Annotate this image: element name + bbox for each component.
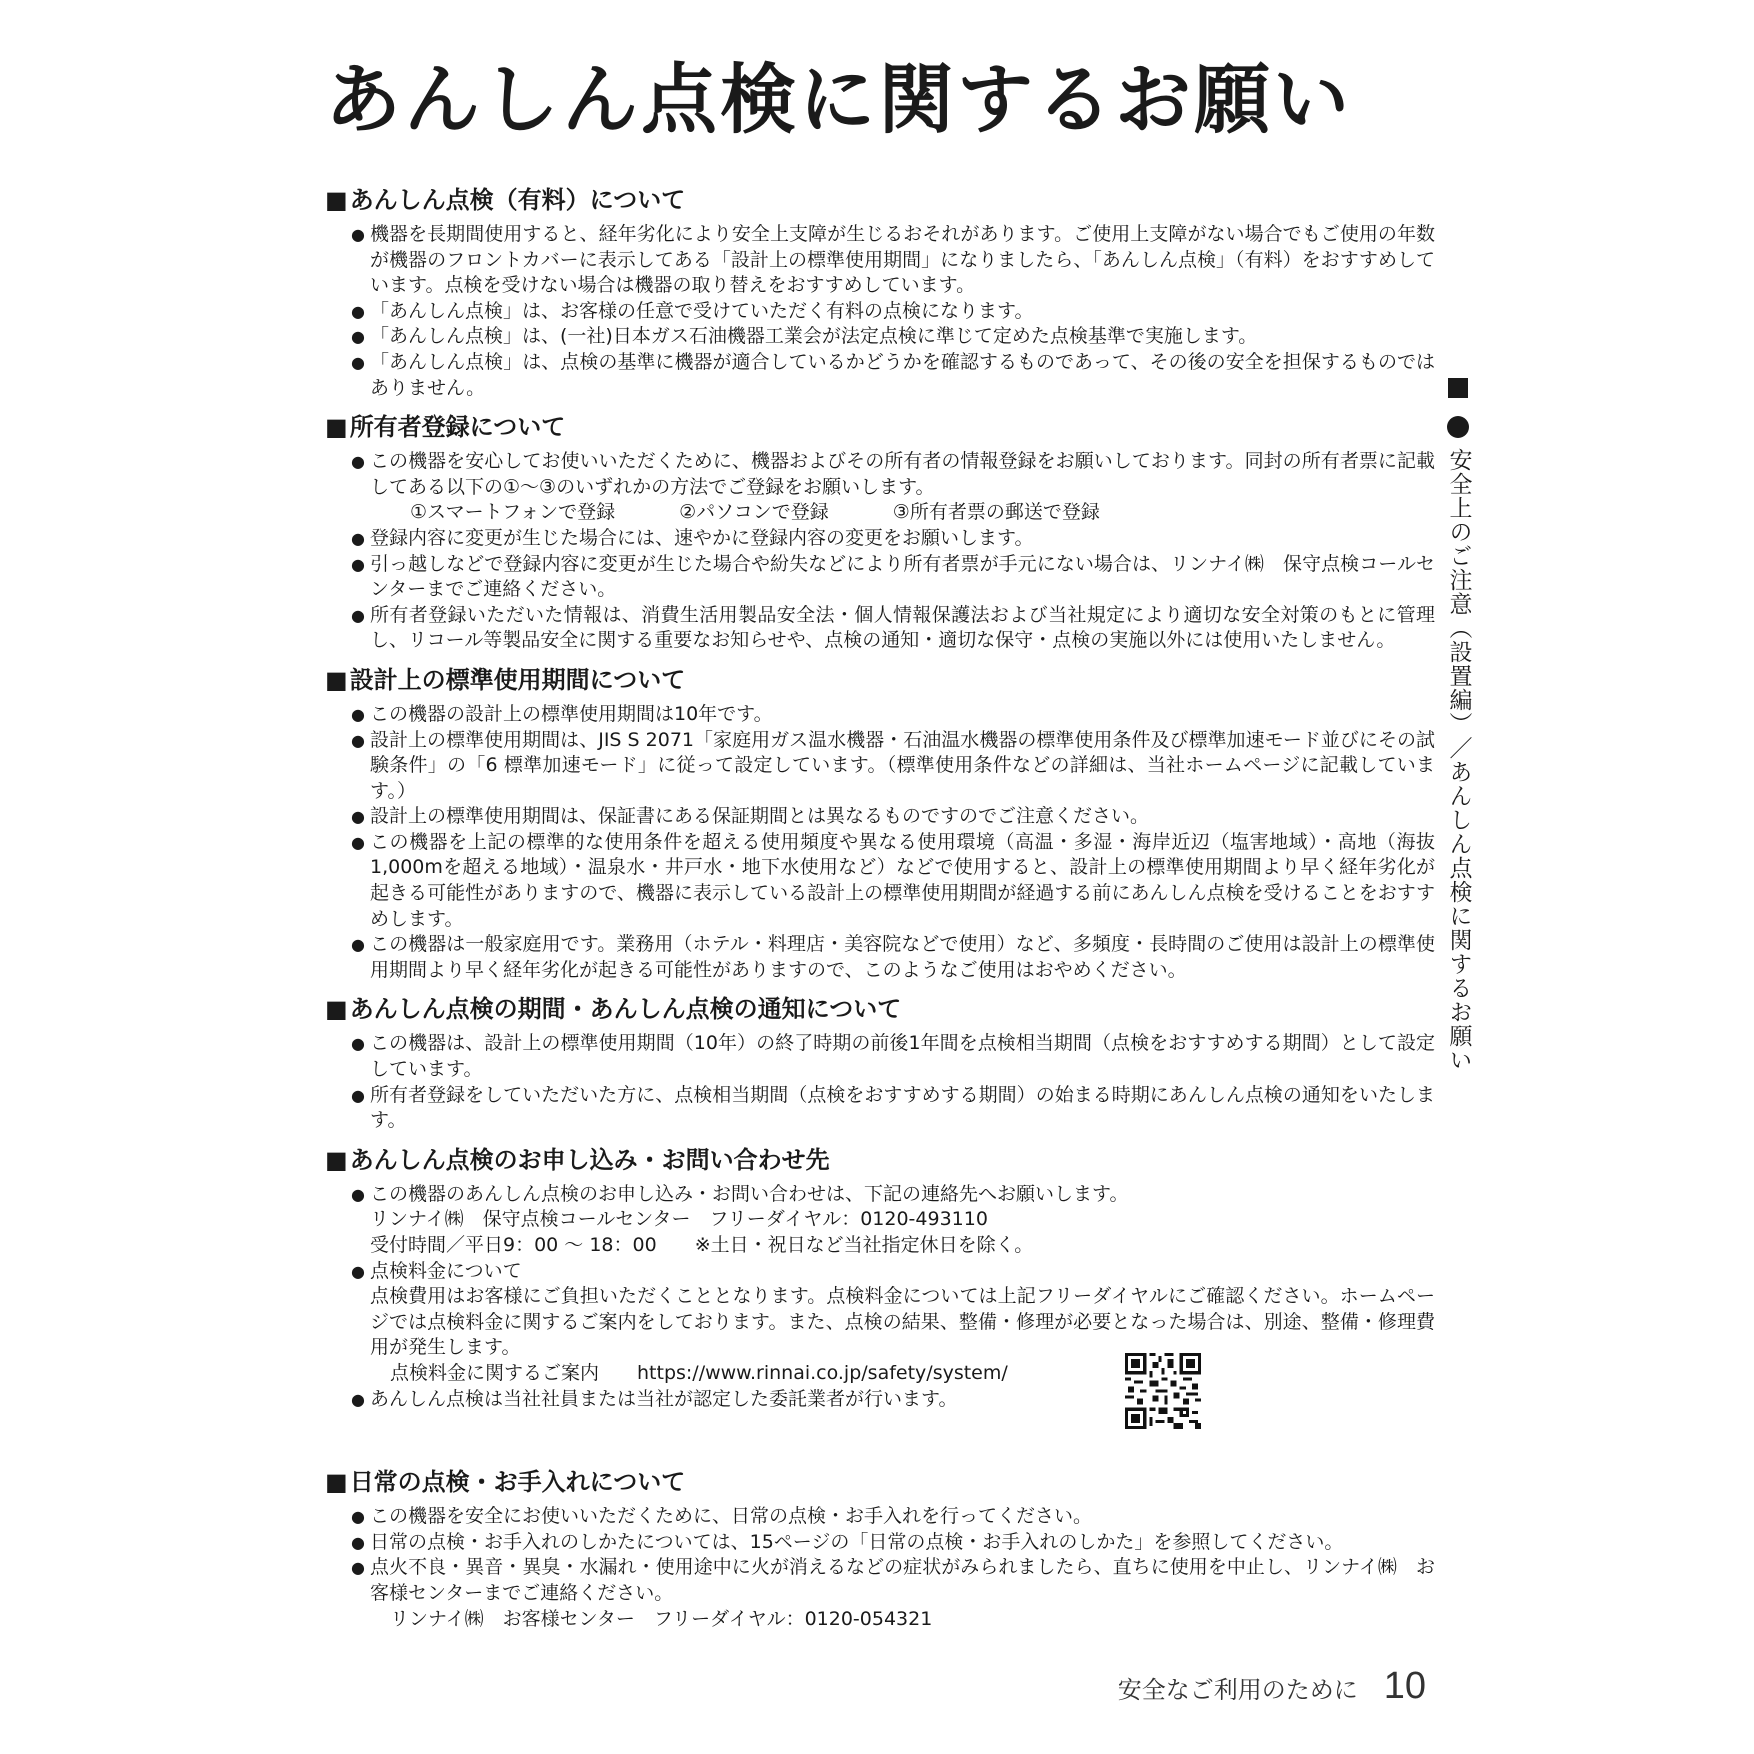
section-inspection-period-notice	[325, 991, 1435, 1133]
section-heading: ■あんしん点検（有料）について	[325, 186, 686, 214]
section-daily-maintenance	[325, 1464, 1435, 1632]
bullet-list	[325, 1504, 1435, 1632]
circle-marker-icon	[1447, 416, 1469, 438]
bullet-list	[325, 449, 1435, 654]
list-item: ● 点検料金について 点検費用はお客様にご負担いただくこととなります。点検料金については上記フリーダイヤルにご確認ください。ホームページでは点検料金に関するご案内をしております。また、点検の結果、整備・修理が必要となった場合は、別途、整備・修理費用が発生します。 点検料金に関するご案内 https://www.rinnai.co.jp/safety/system/	[325, 1259, 1435, 1387]
square-marker-icon: ■	[325, 665, 348, 694]
section-standard-usage-period	[325, 662, 1435, 984]
footer-label: 安全なご利用のために	[1117, 1676, 1358, 1704]
fee-text: 点検費用はお客様にご負担いただくこととなります。点検料金については上記フリーダイヤルにご確認ください。ホームページでは点検料金に関するご案内をしております。また、点検の結果、整備・修理が必要となった場合は、別途、整備・修理費用が発生します。	[370, 1285, 1435, 1359]
list-item: ● あんしん点検は当社社員または当社が認定した委託業者が行います。	[325, 1387, 1435, 1413]
list-item: ● この機器を安心してお使いいただくために、機器およびその所有者の情報登録をお願いしております。同封の所有者票に記載してある以下の①～③のいずれかの方法でご登録をお願いします。 ①スマートフォンで登録 ②パソコンで登録 ③所有者票の郵送で登録	[325, 449, 1435, 526]
list-item: ● 機器を長期間使用すると、経年劣化により安全上支障が生じるおそれがあります。ご使用上支障がない場合でもご使用の年数が機器のフロントカバーに表示してある「設計上の標準使用期間」になりましたら、「あんしん点検」（有料）をおすすめしています。点検を受けない場合は機器の取り替えをおすすめしています。	[325, 222, 1435, 299]
list-item: ● 所有者登録いただいた情報は、消費生活用製品安全法・個人情報保護法および当社規定により適切な安全対策のもとに管理し、リコール等製品安全に関する重要なお知らせや、点検の通知・適切な保守・点検の実施以外には使用いたしません。	[325, 603, 1435, 654]
square-marker-icon: ■	[325, 995, 348, 1024]
main-content	[325, 182, 1435, 1632]
list-item: ● 「あんしん点検」は、点検の基準に機器が適合しているかどうかを確認するものであって、その後の安全を担保するものではありません。	[325, 350, 1435, 401]
list-item: ● 「あんしん点検」は、(一社)日本ガス石油機器工業会が法定点検に準じて定めた点検基準で実施します。	[325, 324, 1435, 350]
list-item: ● この機器を上記の標準的な使用条件を超える使用頻度や異なる使用環境（高温・多湿・海岸近辺（塩害地域）・高地（海抜1,000mを超える地域）・温泉水・井戸水・地下水使用など）などで使用すると、設計上の標準使用期間より早く経年劣化が起きる可能性がありますので、機器に表示している設計上の標準使用期間が経過する前にあんしん点検を受けることをおすすめします。	[325, 830, 1435, 932]
bullet-list	[325, 222, 1435, 401]
bullet-list	[325, 1031, 1435, 1133]
square-marker-icon	[1448, 378, 1468, 398]
contact-line: リンナイ㈱ 保守点検コールセンター フリーダイヤル：0120-493110	[370, 1208, 988, 1231]
list-item: ● 点火不良・異音・異臭・水漏れ・使用途中に火が消えるなどの症状がみられましたら、直ちに使用を中止し、リンナイ㈱ お客様センターまでご連絡ください。 リンナイ㈱ お客様センター フリーダイヤル：0120-054321	[325, 1555, 1435, 1632]
list-item: ● 設計上の標準使用期間は、JIS S 2071「家庭用ガス温水機器・石油温水機器の標準使用条件及び標準加速モード並びにその試験条件」の「6 標準加速モード」に従って設定しています。（標準使用条件などの詳細は、当社ホームページに記載しています。）	[325, 728, 1435, 805]
page-number: 10	[1383, 1665, 1426, 1707]
method-smartphone: ①スマートフォンで登録	[410, 501, 616, 524]
section-owner-registration	[325, 409, 1435, 654]
footer	[1118, 1665, 1426, 1708]
list-item: ● この機器は一般家庭用です。業務用（ホテル・料理店・美容院などで使用）など、多頻度・長時間のご使用は設計上の標準使用期間より早く経年劣化が起きる可能性がありますので、このようなご使用はおやめください。	[325, 932, 1435, 983]
qr-code-icon[interactable]	[1125, 1353, 1201, 1429]
section-heading: ■あんしん点検のお申し込み・お問い合わせ先	[325, 1145, 830, 1174]
bullet-list	[325, 702, 1435, 984]
side-tab-label: 安全上のご注意（設置編）／あんしん点検に関するお願い	[1445, 448, 1472, 1072]
section-heading: ■あんしん点検の期間・あんしん点検の通知について	[325, 995, 902, 1024]
section-heading: ■日常の点検・お手入れについて	[325, 1468, 686, 1497]
contact-line: リンナイ㈱ お客様センター フリーダイヤル：0120-054321	[390, 1607, 933, 1630]
list-item: ● この機器を安全にお使いいただくために、日常の点検・お手入れを行ってください。	[325, 1504, 1435, 1530]
list-item: ● 引っ越しなどで登録内容に変更が生じた場合や紛失などにより所有者票が手元にない場合は、リンナイ㈱ 保守点検コールセンターまでご連絡ください。	[325, 552, 1435, 603]
section-anshin-inspection	[325, 182, 1435, 401]
square-marker-icon: ■	[325, 1468, 348, 1497]
list-item: ● 登録内容に変更が生じた場合には、速やかに登録内容の変更をお願いします。	[325, 526, 1435, 552]
registration-methods	[370, 500, 1435, 526]
page-title: あんしん点検に関するお願い	[325, 55, 1352, 144]
method-pc: ②パソコンで登録	[679, 501, 829, 524]
section-heading: ■設計上の標準使用期間について	[325, 665, 686, 694]
fee-link[interactable]: 点検料金に関するご案内 https://www.rinnai.co.jp/safety/system/	[390, 1361, 1008, 1384]
list-item: ● 所有者登録をしていただいた方に、点検相当期間（点検をおすすめする期間）の始まる時期にあんしん点検の通知をいたします。	[325, 1083, 1435, 1134]
section-application-contact	[325, 1142, 1435, 1412]
list-item: ● この機器の設計上の標準使用期間は10年です。	[325, 702, 1435, 728]
method-mail: ③所有者票の郵送で登録	[892, 501, 1100, 524]
bullet-list	[325, 1182, 1435, 1412]
section-heading: ■所有者登録について	[325, 413, 566, 442]
list-item: ● この機器は、設計上の標準使用期間（10年）の終了時期の前後1年間を点検相当期間（点検をおすすめする期間）として設定しています。	[325, 1031, 1435, 1082]
list-item: ● 設計上の標準使用期間は、保証書にある保証期間とは異なるものですのでご注意ください。	[325, 804, 1435, 830]
list-item: ● この機器のあんしん点検のお申し込み・お問い合わせは、下記の連絡先へお願いします。 リンナイ㈱ 保守点検コールセンター フリーダイヤル：0120-493110 受付時間／平日9：00 ～ 18：00 ※土日・祝日など当社指定休日を除く。	[325, 1182, 1435, 1259]
side-tab	[1441, 378, 1475, 1072]
square-marker-icon: ■	[325, 1145, 348, 1174]
list-item: ● 「あんしん点検」は、お客様の任意で受けていただく有料の点検になります。	[325, 299, 1435, 325]
list-item: ● 日常の点検・お手入れのしかたについては、15ページの「日常の点検・お手入れのしかた」を参照してください。	[325, 1530, 1435, 1556]
contact-hours: 受付時間／平日9：00 ～ 18：00 ※土日・祝日など当社指定休日を除く。	[370, 1234, 1034, 1256]
square-marker-icon: ■	[325, 413, 348, 442]
square-marker-icon: ■	[325, 186, 348, 214]
